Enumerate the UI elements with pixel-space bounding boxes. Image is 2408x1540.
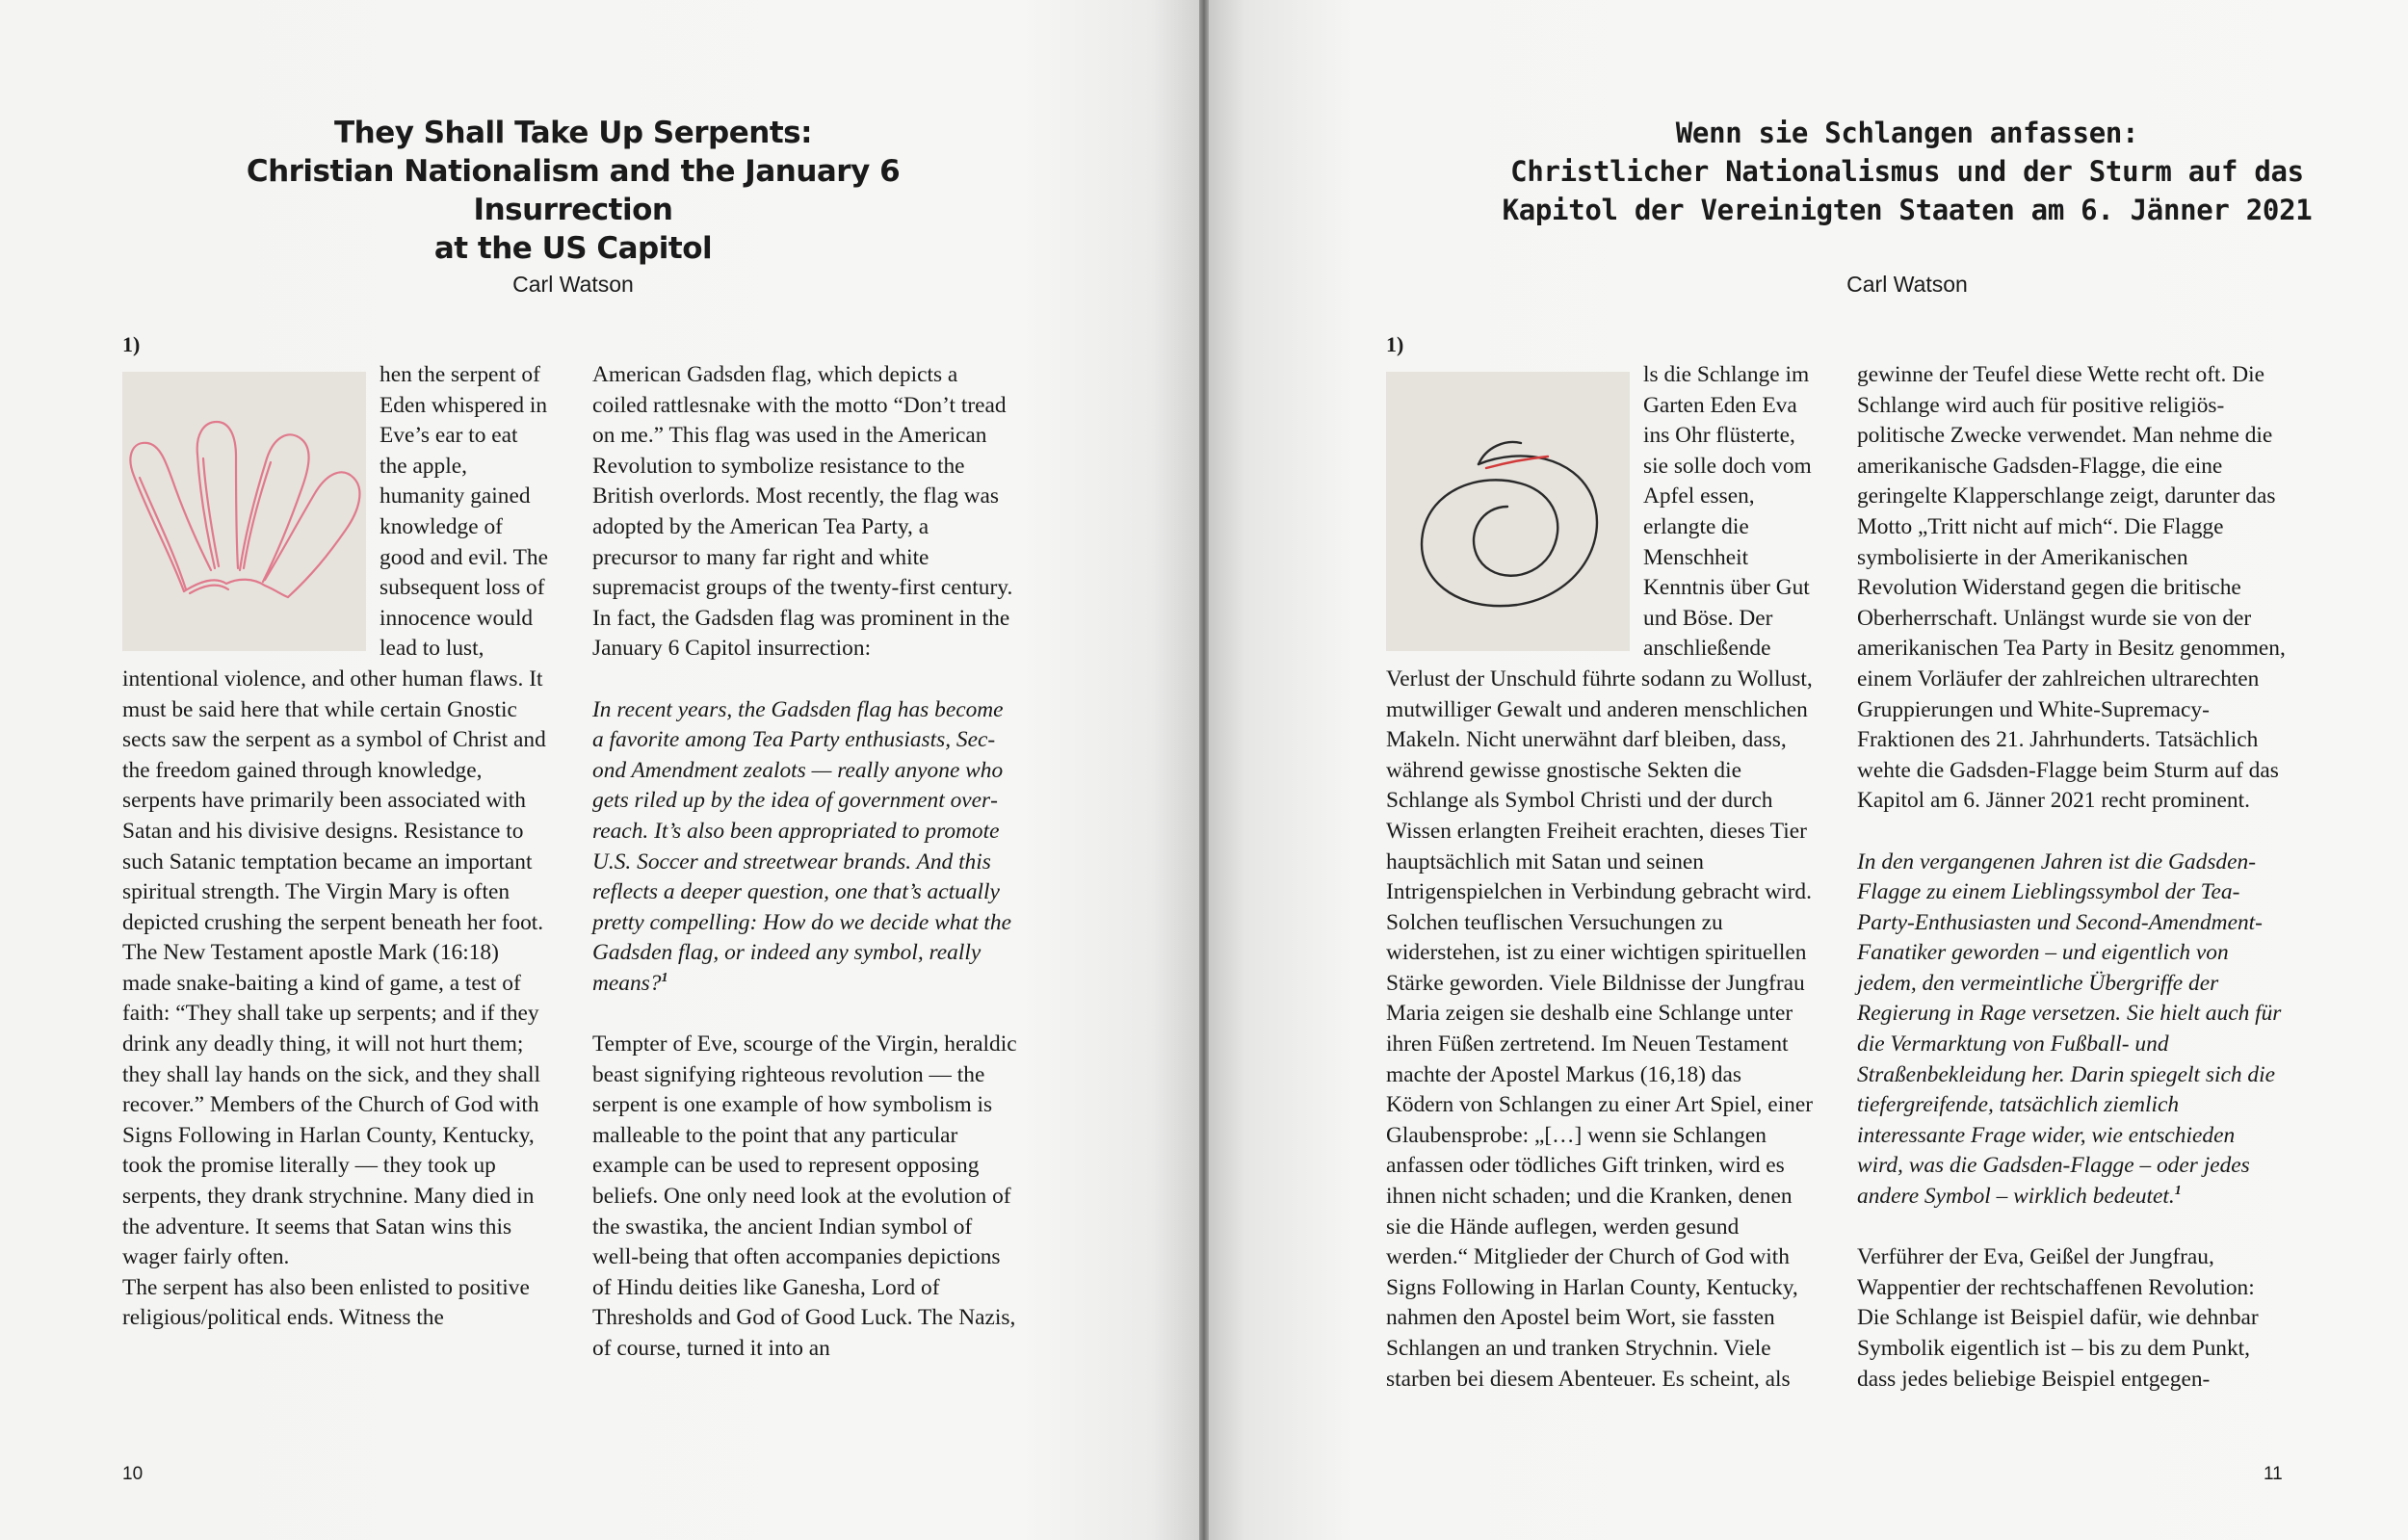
text-column-2: [592, 360, 1018, 1365]
block-quote: [1857, 848, 2286, 1213]
page-number: 10: [122, 1464, 144, 1484]
paragraph-gap: [1857, 1213, 2286, 1243]
paragraph-gap: [592, 999, 1018, 1030]
body-paragraph: hen the serpent of Eden whispered in Eve’s ear to eat the apple, humanity gained knowledge of good and evil. The subsequent loss of innocence would lead to lust, intentional violence, and other human flaws. It must be said here that while certain Gnostic sects saw the serpent as a symbol of Christ and the freedom gained through knowledge, serpents have primarily been associated with Satan and his divisive designs. Resistance to such Satanic temptation became an important spiritual strength. The Virgin Mary is often depicted crushing the serpent beneath her foot.: [122, 362, 548, 935]
spiral-drawing-illustration: [1386, 372, 1630, 651]
title-line: Wenn sie Schlangen anfassen:: [1675, 117, 2139, 149]
german-title: [1421, 114, 2394, 229]
paragraph-gap: [592, 665, 1018, 695]
title-line: They Shall Take Up Serpents:: [333, 116, 813, 150]
paragraph-gap: [1857, 817, 2286, 848]
title-line: at the US Capitol: [433, 231, 713, 266]
text-column-1: [1386, 360, 1813, 1395]
body-paragraph: ls die Schlange im Garten Eden Eva ins Ohr flüsterte, sie solle doch vom Apfel essen, erlangte die Menschheit Kenntnis über Gut und Böse. Der anschließende Verlust der Unschuld führte sodann zu Wollust, mutwilliger Gewalt und anderen menschlichen Makeln. Nicht unerwähnt darf bleiben, dass, während gewisse gnostische Sekten die Schlange als Symbol Christi und der durch Wissen erlangten Freiheit erachten, dieses Tier hauptsächlich mit Satan und seinen Intrigenspielchen in Verbindung gebracht wird. Solchen teuflischen Versuchungen zu widerstehen, ist zu einer wichtigen spirituellen Stärke geworden. Viele Bildnisse der Jungfrau Maria zeigen sie deshalb eine Schlange unter ihren Füßen zertretend. Im Neuen Testament machte der Apostel Markus (16,18) das Ködern von Schlangen zu einer Art Spiel, einer Glaubensprobe: „[…] wenn sie Schlangen anfassen oder tödliches Gift trinken, wird es ihnen nicht schaden; und die Kranken, denen sie die Hände auflegen, werden gesund werden.“ Mitglieder der Church of God with Signs Following in Harlan County, Kentucky, nahmen den Apostel beim Wort, sie fassten Schlangen an und tranken Strychnin. Viele starben bei diesem Abenteuer. Es scheint, als: [1386, 362, 1813, 1392]
quote-text: In recent years, the Gadsden flag has become a favorite among Tea Party enthusiasts, Second Amendment zealots — really anyone who gets riled up by the idea of government overreach. It’s also been appropriated to promote U.S. Soccer and streetwear brands. And this reflects a deeper question, one that’s actually pretty compelling: How do we decide what the Gadsden flag, or indeed any symbol, really means?: [592, 696, 1012, 996]
english-title: [183, 114, 963, 268]
body-paragraph: The serpent has also been enlisted to positive religious/political ends. Witness the: [122, 1274, 530, 1331]
section-number: 1): [1386, 332, 1404, 356]
text-column-2: [1857, 360, 2286, 1395]
spiral-serpent-sketch-icon: [1386, 372, 1630, 651]
pink-hand-sketch-icon: [122, 372, 366, 651]
text-column-1: [122, 360, 549, 1334]
footnote-marker[interactable]: 1: [661, 971, 668, 986]
quote-text: In den vergangenen Jahren ist die Gadsden-Flagge zu einem Lieblingssymbol der Tea-Party-Enthusiasten und Second-Amendment-Fanatiker geworden – und eigentlich von jedem, den vermeintliche Übergriffe der Regierung in Rage versetzen. Sie hielt auch für die Vermarktung von Fußball- und Straßenbekleidung her. Darin spiegelt sich die tiefergreifende, tatsächlich ziemlich interessante Frage wider, wie entschieden wird, was die Gadsden-Flagge – oder jedes andere Symbol – wirklich bedeutet.: [1857, 848, 2282, 1210]
footnote-marker[interactable]: 1: [2174, 1184, 2182, 1199]
body-paragraph: American Gadsden flag, which depicts a coiled rattlesnake with the motto “Don’t tread on me.” This flag was used in the American Revolution to symbolize resistance to the British overlords. Most recently, the flag was adopted by the American Tea Party, a precursor to many far right and white supremacist groups of the twenty-first century. In fact, the Gadsden flag was prominent in the January 6 Capitol insurrection:: [592, 362, 1013, 662]
author-name: Carl Watson: [512, 272, 634, 297]
block-quote: [592, 695, 1018, 1000]
book-gutter: [1199, 0, 1209, 1540]
left-page: [0, 0, 1199, 1540]
page-number: 11: [2264, 1464, 2283, 1484]
right-page: [1209, 0, 2408, 1540]
body-paragraph: Tempter of Eve, scourge of the Virgin, heraldic beast signifying righteous revolution — the serpent is one example of how symbolism is malleable to the point that any particular example can be used to represent opposing beliefs. One only need look at the evolution of the swastika, the ancient Indian symbol of well-being that often accompanies depictions of Hindu deities like Ganesha, Lord of Thresholds and God of Good Luck. The Nazis, of course, turned it into an: [592, 1031, 1017, 1361]
body-paragraph: The New Testament apostle Mark (16:18) made snake-baiting a kind of game, a test of faith: “They shall take up serpents; and if they drink any deadly thing, it will not hurt them; they shall lay hands on the sick, and they shall recover.” Members of the Church of God with Signs Following in Harlan County, Kentucky, took the promise literally — they took up serpents, they drank strychnine. Many died in the adventure. It seems that Satan wins this wager fairly often.: [122, 940, 540, 1270]
title-line: Christian Nationalism and the January 6 Insurrection: [246, 154, 901, 227]
body-paragraph: gewinne der Teufel diese Wette recht oft. Die Schlange wird auch für positive religiös-politische Zwecke verwendet. Man nehme die amerikanische Gadsden-Flagge, die eine geringelte Klapperschlange zeigt, darunter das Motto „Tritt nicht auf mich“. Die Flagge symbolisierte in der Amerikanischen Revolution Widerstand gegen die britische Oberherrschaft. Unlängst wurde sie von der amerikanischen Tea Party in Besitz genommen, einem Vorläufer der zahlreichen ultrarechten Gruppierungen und White-Supremacy-Fraktionen des 21. Jahrhunderts. Tatsächlich wehte die Gadsden-Flagge beim Sturm auf das Kapitol am 6. Jänner 2021 recht prominent.: [1857, 362, 2286, 814]
title-line: Kapitol der Vereinigten Staaten am 6. Jänner 2021: [1502, 194, 2313, 226]
body-paragraph: Verführer der Eva, Geißel der Jungfrau, Wappentier der rechtschaffenen Revolution: Die Schlange ist Beispiel dafür, wie dehnbar Symbolik eigentlich ist – bis zu dem Punkt, dass jedes beliebige Beispiel entgegen-: [1857, 1244, 2259, 1392]
hand-drawing-illustration: [122, 372, 366, 651]
section-number: 1): [122, 332, 141, 356]
author-name: Carl Watson: [1846, 272, 1968, 297]
title-line: Christlicher Nationalismus und der Sturm auf das: [1510, 155, 2304, 188]
